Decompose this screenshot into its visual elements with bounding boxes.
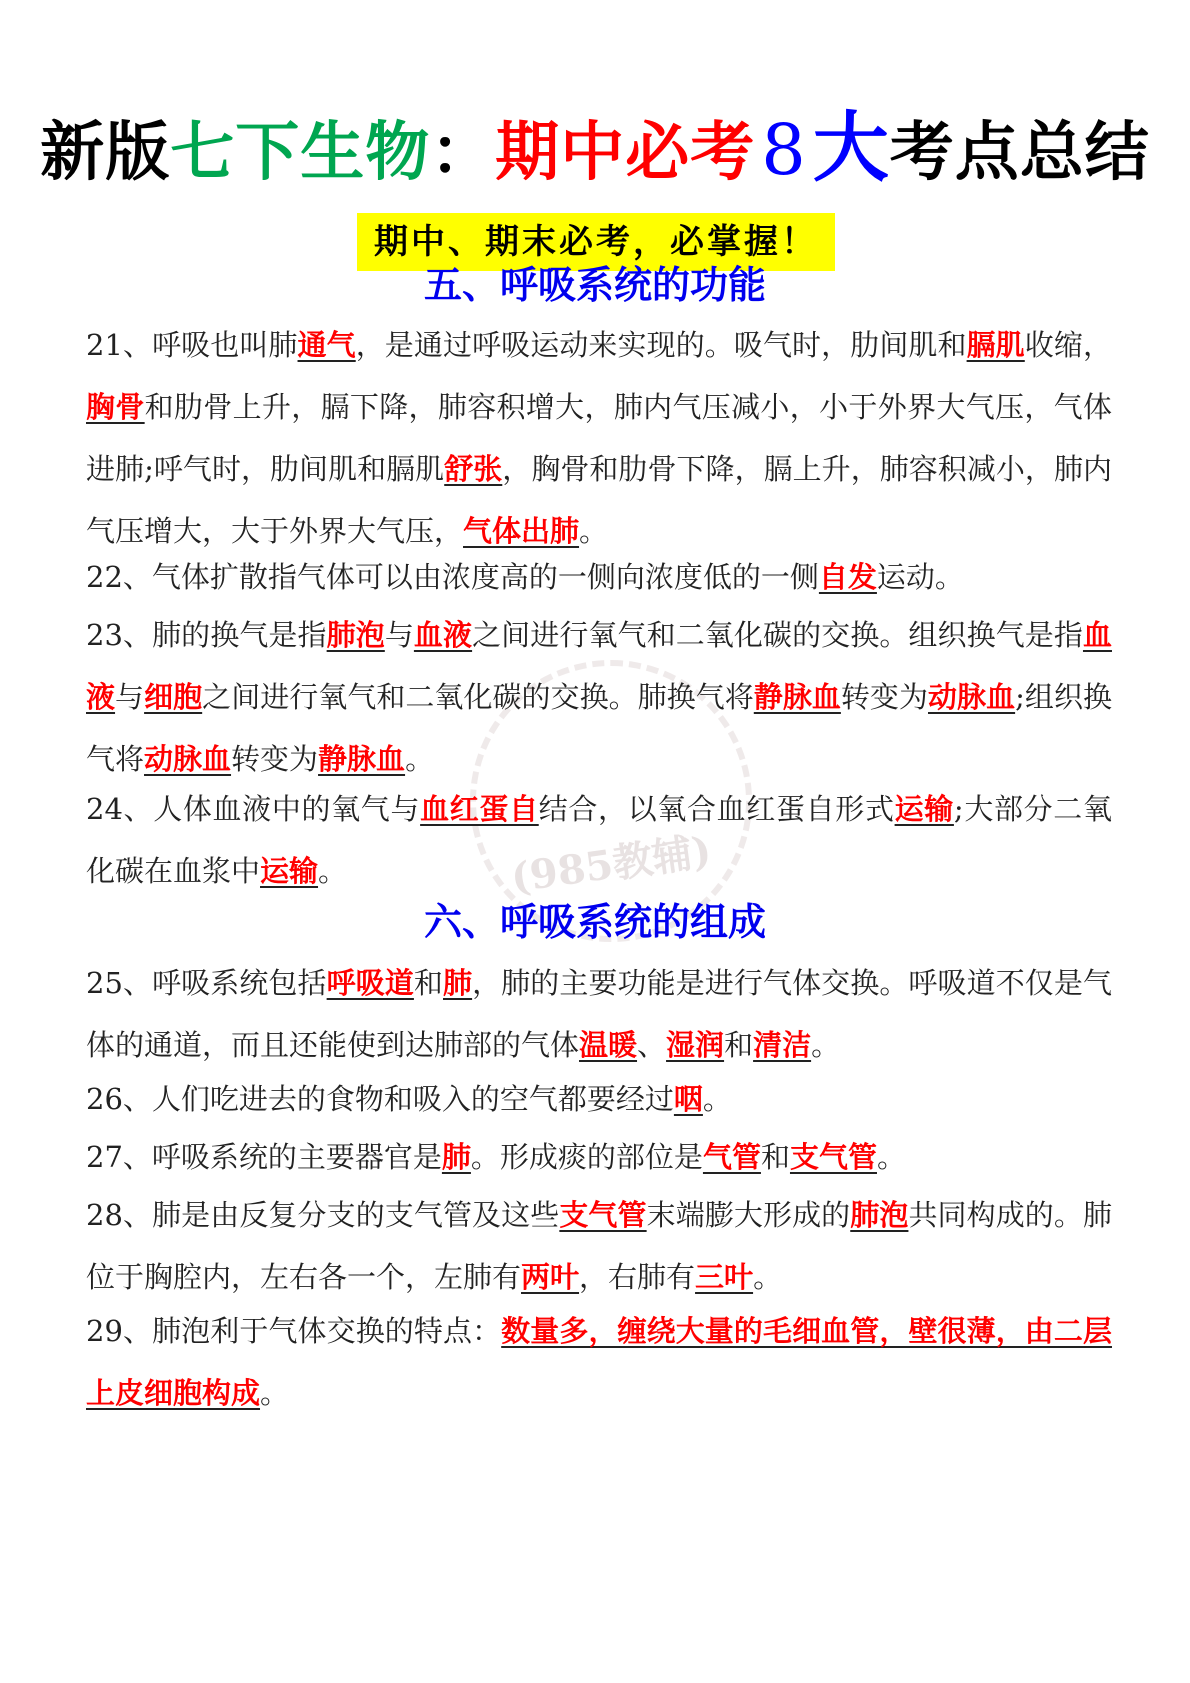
point-item-27 <box>86 1126 1112 1188</box>
body-text: ，右肺有 <box>579 1260 696 1294</box>
body-text: ，是通过呼吸运动来实现的。吸气时，肋间肌和 <box>355 328 967 362</box>
body-text: ，胸骨和肋骨下降，膈上升，肺容积减小，肺内气压增大，大于外界大气压， <box>86 452 1112 548</box>
body-text: 收缩， <box>1024 328 1112 362</box>
answer-keyword: 膈肌 <box>966 328 1025 362</box>
answer-keyword: 肺 <box>441 1140 471 1174</box>
answer-keyword: 血液 <box>413 618 473 652</box>
point-item-23 <box>86 604 1112 790</box>
body-text: 之间进行氧气和二氧化碳的交换。肺换气将 <box>202 680 754 714</box>
point-item-25 <box>86 952 1112 1076</box>
body-text: 结合，以氧合血红蛋自形式 <box>538 792 895 826</box>
body-text: 和 <box>760 1140 790 1174</box>
highlight-banner: 期中、期末必考，必掌握！ <box>357 213 835 271</box>
body-text: 转变为 <box>231 742 319 776</box>
body-text: 。 <box>702 1082 732 1116</box>
body-text: 和肋骨上升，膈下降，肺容积增大，肺内气压减小，小于外界大气压，气体进肺;呼气时，肋间肌和膈肌 <box>86 390 1112 486</box>
answer-keyword: 运输 <box>894 792 954 826</box>
answer-keyword: 动脉血 <box>928 680 1016 714</box>
section-heading-function: 五、呼吸系统的功能 <box>423 263 766 307</box>
page-title <box>0 103 1190 193</box>
body-text: 25、呼吸系统包括 <box>86 966 327 1000</box>
body-text: 21、呼吸也叫肺 <box>86 328 298 362</box>
title-number: 8 <box>761 109 807 191</box>
answer-keyword: 肺泡 <box>326 618 385 652</box>
answer-keyword: 细胞 <box>144 680 203 714</box>
body-text: 和 <box>724 1028 754 1062</box>
answer-keyword: 静脉血 <box>753 680 841 714</box>
body-text: ;大部分二氧化碳在血浆中 <box>86 792 1112 888</box>
body-text: 26、人们吃进去的食物和吸入的空气都要经过 <box>86 1082 674 1116</box>
point-item-21 <box>86 314 1112 562</box>
answer-keyword: 静脉血 <box>318 742 406 776</box>
body-text: 与 <box>384 618 414 652</box>
answer-keyword: 肺泡 <box>850 1198 909 1232</box>
body-text: 28、肺是由反复分支的支气管及这些 <box>86 1198 560 1232</box>
body-text: 。 <box>811 1028 841 1062</box>
answer-keyword: 肺 <box>443 966 473 1000</box>
answer-keyword: 咽 <box>673 1082 703 1116</box>
answer-keyword: 支气管 <box>789 1140 877 1174</box>
section-heading-composition: 六、呼吸系统的组成 <box>423 900 766 944</box>
answer-keyword: 温暖 <box>579 1028 638 1062</box>
body-text: ;组织换气将 <box>86 680 1112 776</box>
answer-keyword: 胸骨 <box>86 390 145 424</box>
body-text: 。 <box>318 854 348 888</box>
answer-keyword: 两叶 <box>521 1260 580 1294</box>
answer-keyword: 清洁 <box>753 1028 812 1062</box>
point-item-26 <box>86 1068 1112 1130</box>
body-text: 。 <box>579 514 609 548</box>
title-part-big: 大 <box>812 103 890 192</box>
body-text: 共同构成的。肺位于胸腔内，左右各一个，左肺有 <box>86 1198 1112 1294</box>
answer-keyword: 三叶 <box>695 1260 754 1294</box>
answer-keyword: 运输 <box>260 854 319 888</box>
answer-keyword: 舒张 <box>444 452 503 486</box>
title-part-new-edition: 新版 <box>40 115 171 190</box>
body-text: 24、人体血液中的氧气与 <box>86 792 421 826</box>
answer-keyword: 气管 <box>702 1140 761 1174</box>
point-item-28 <box>86 1184 1112 1308</box>
answer-keyword: 气体出肺 <box>463 514 580 548</box>
body-text: 、 <box>637 1028 667 1062</box>
watermark-text: (985教辅) <box>508 826 715 902</box>
body-text: 。 <box>753 1260 783 1294</box>
body-text: 转变为 <box>840 680 928 714</box>
answer-keyword: 湿润 <box>666 1028 725 1062</box>
body-text: 。 <box>260 1376 290 1410</box>
body-text: 23、肺的换气是指 <box>86 618 327 652</box>
point-item-22 <box>86 546 1112 608</box>
answer-keyword: 自发 <box>818 560 877 594</box>
title-part-summary: 考点总结 <box>889 115 1150 190</box>
answer-keyword: 呼吸道 <box>326 966 414 1000</box>
body-text: 。 <box>876 1140 906 1174</box>
body-text: 。 <box>405 742 435 776</box>
answer-keyword: 通气 <box>297 328 356 362</box>
body-text: 末端膨大形成的 <box>646 1198 851 1232</box>
body-text: 运动。 <box>876 560 964 594</box>
body-text: 22、气体扩散指气体可以由浓度高的一侧向浓度低的一侧 <box>86 560 819 594</box>
title-part-midterm: 期中必考 <box>495 115 756 190</box>
answer-keyword: 支气管 <box>559 1198 647 1232</box>
answer-keyword: 血液 <box>86 618 1112 714</box>
answer-keyword: 动脉血 <box>144 742 232 776</box>
body-text: 。形成痰的部位是 <box>470 1140 703 1174</box>
body-text: 之间进行氧气和二氧化碳的交换。组织换气是指 <box>472 618 1083 652</box>
title-colon: ： <box>430 115 496 190</box>
point-item-29 <box>86 1300 1112 1424</box>
body-text: 27、呼吸系统的主要器官是 <box>86 1140 442 1174</box>
body-text: ，肺的主要功能是进行气体交换。呼吸道不仅是气体的通道，而且还能使到达肺部的气体 <box>86 966 1112 1062</box>
point-item-24 <box>86 778 1112 902</box>
body-text: 与 <box>115 680 145 714</box>
answer-keyword: 血红蛋自 <box>420 792 539 826</box>
answer-keyword: 数量多，缠绕大量的毛细血管，壁很薄，由二层上皮细胞构成 <box>86 1314 1112 1410</box>
body-text: 和 <box>413 966 443 1000</box>
title-part-subject: 七下生物 <box>170 115 431 190</box>
body-text: 29、肺泡利于气体交换的特点： <box>86 1314 502 1348</box>
